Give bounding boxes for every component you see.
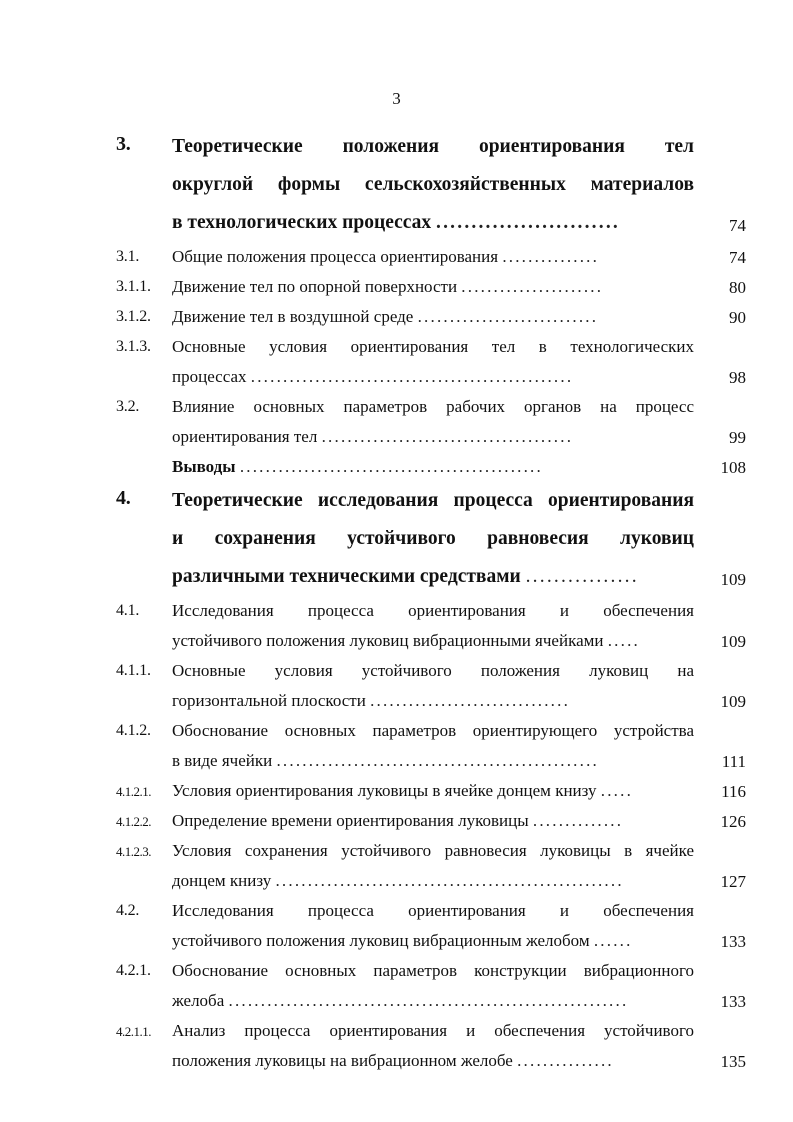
toc-entry: 3.1. Общие положения процесса ориентирования ............... 74: [116, 247, 746, 267]
toc-entry-text: Анализ процесса ориентирования и обеспечения устойчивого: [172, 1021, 694, 1040]
toc-page-ref: 109: [720, 632, 746, 651]
toc-entry-text: Условия ориентирования луковицы в ячейке донцем книзу: [172, 781, 597, 800]
toc-entry-text: различными техническими средствами: [172, 566, 521, 587]
toc-page-ref: 135: [720, 1052, 746, 1071]
toc-entry-text: Основные условия ориентирования тел в технологических: [172, 337, 694, 356]
toc-entry-text: Исследования процесса ориентирования и обеспечения: [172, 901, 694, 920]
toc-entry: 4.1.1. Основные условия устойчивого положения луковиц на горизонтальной плоскости ............................... 109: [116, 656, 746, 716]
toc-entry: 4.2. Исследования процесса ориентирования и обеспечения устойчивого положения луковиц вибрационным желобом ...... 133: [116, 896, 746, 956]
toc-entry-number: 4.2.: [116, 902, 140, 919]
toc-page-ref: 108: [720, 458, 746, 477]
toc-entry-text: Движение тел по опорной поверхности: [172, 277, 458, 296]
toc-entry-text: донцем книзу: [172, 871, 272, 890]
toc-entry-text: устойчивого положения луковиц вибрационным желобом: [172, 931, 590, 950]
toc-page-ref: 127: [720, 872, 746, 891]
toc-entry-text: и сохранения устойчивого равновесия луковиц: [172, 528, 694, 549]
toc-entry-text: желоба: [172, 991, 225, 1010]
toc-entry: 4.1.2.1. Условия ориентирования луковицы в ячейке донцем книзу ..... 116: [116, 781, 746, 801]
toc-entry-text: Теоретические исследования процесса ориентирования: [172, 490, 694, 511]
toc-entry-conclusions: Выводы ............................................... 108: [172, 457, 746, 477]
toc-entry-number: 3.1.3.: [116, 338, 151, 355]
toc-page-ref: 90: [729, 308, 746, 327]
toc-entry: 3.1.2. Движение тел в воздушной среде ............................ 90: [116, 307, 746, 327]
toc-entry-number: 4.1.1.: [116, 662, 151, 679]
toc-entry-number: 4.: [116, 487, 131, 509]
toc-entry-number: 4.1.: [116, 602, 140, 619]
toc-page-ref: 109: [720, 692, 746, 711]
toc-page-ref: 126: [720, 812, 746, 831]
toc-entry-text: округлой формы сельскохозяйственных материалов: [172, 174, 694, 195]
toc-entry-text: Теоретические положения ориентирования тел: [172, 136, 694, 157]
toc-page-ref: 116: [721, 782, 746, 801]
toc-entry-text: Условия сохранения устойчивого равновесия луковицы в ячейке: [172, 841, 694, 860]
toc-entry-text: Выводы: [172, 457, 236, 476]
toc-entry-text: в технологических процессах: [172, 212, 432, 233]
toc-entry-number: 3.1.2.: [116, 308, 151, 325]
toc-entry-text: Определение времени ориентирования луковицы: [172, 811, 529, 830]
toc-page-ref: 109: [720, 570, 746, 589]
toc-entry-number: 4.1.2.3.: [116, 844, 151, 859]
toc-entry-number: 3.1.1.: [116, 278, 151, 295]
toc-entry-text: Общие положения процесса ориентирования: [172, 247, 499, 266]
toc-entry-text: горизонтальной плоскости: [172, 691, 366, 710]
table-of-contents: [116, 128, 746, 1076]
toc-page-ref: 80: [729, 278, 746, 297]
toc-entry-number: 3.1.: [116, 248, 140, 265]
toc-entry: 4.1.2.2. Определение времени ориентирования луковицы .............. 126: [116, 811, 746, 831]
toc-entry-chapter-4: 4. Теоретические исследования процесса ориентирования и сохранения устойчивого равновесия луковиц различными техническими средствами ................ 109: [116, 482, 746, 596]
toc-entry-number: 3.: [116, 133, 131, 155]
toc-entry-text: процессах: [172, 367, 247, 386]
toc-page-ref: 133: [720, 992, 746, 1011]
toc-entry-text: положения луковицы на вибрационном желобе: [172, 1051, 513, 1070]
toc-entry: 4.1.2.3. Условия сохранения устойчивого равновесия луковицы в ячейке донцем книзу ...................................................... 127: [116, 836, 746, 896]
toc-entry: 3.2. Влияние основных параметров рабочих органов на процесс ориентирования тел ....................................... 99: [116, 392, 746, 452]
toc-entry-text: Движение тел в воздушной среде: [172, 307, 414, 326]
toc-entry-text: Обоснование основных параметров ориентирующего устройства: [172, 721, 694, 740]
toc-entry: 4.2.1.1. Анализ процесса ориентирования и обеспечения устойчивого положения луковицы на вибрационном желобе ............... 135: [116, 1016, 746, 1076]
toc-entry-number: 4.1.2.2.: [116, 814, 151, 829]
toc-entry-number: 4.2.1.: [116, 962, 151, 979]
toc-entry-text: ориентирования тел: [172, 427, 318, 446]
page-number: 3: [392, 89, 401, 108]
toc-entry-number: 3.2.: [116, 398, 140, 415]
toc-entry: 3.1.1. Движение тел по опорной поверхности ...................... 80: [116, 277, 746, 297]
toc-entry: 4.1. Исследования процесса ориентирования и обеспечения устойчивого положения луковиц вибрационными ячейками ..... 109: [116, 596, 746, 656]
toc-entry-text: в виде ячейки: [172, 751, 273, 770]
toc-entry-number: 4.1.2.1.: [116, 784, 151, 799]
toc-entry-text: Исследования процесса ориентирования и обеспечения: [172, 601, 694, 620]
toc-page-ref: 98: [729, 368, 746, 387]
toc-page-ref: 133: [720, 932, 746, 951]
toc-page-ref: 99: [729, 428, 746, 447]
toc-entry-text: устойчивого положения луковиц вибрационными ячейками: [172, 631, 604, 650]
toc-entry-chapter-3: 3. Теоретические положения ориентирования тел округлой формы сельскохозяйственных материалов в технологических процессах .......................... 74: [116, 128, 746, 242]
toc-entry: 4.2.1. Обоснование основных параметров конструкции вибрационного желоба .............................................................. 133: [116, 956, 746, 1016]
toc-entry: 4.1.2. Обоснование основных параметров ориентирующего устройства в виде ячейки .................................................. 111: [116, 716, 746, 776]
toc-entry-number: 4.1.2.: [116, 722, 151, 739]
toc-entry-text: Обоснование основных параметров конструкции вибрационного: [172, 961, 694, 980]
toc-page-ref: 111: [721, 752, 746, 771]
toc-entry-text: Влияние основных параметров рабочих органов на процесс: [172, 397, 694, 416]
toc-entry-number: 4.2.1.1.: [116, 1024, 151, 1039]
toc-entry: 3.1.3. Основные условия ориентирования тел в технологических процессах .................................................. 98: [116, 332, 746, 392]
toc-page-ref: 74: [729, 216, 746, 235]
toc-entry-text: Основные условия устойчивого положения луковиц на: [172, 661, 694, 680]
toc-page-ref: 74: [729, 248, 746, 267]
